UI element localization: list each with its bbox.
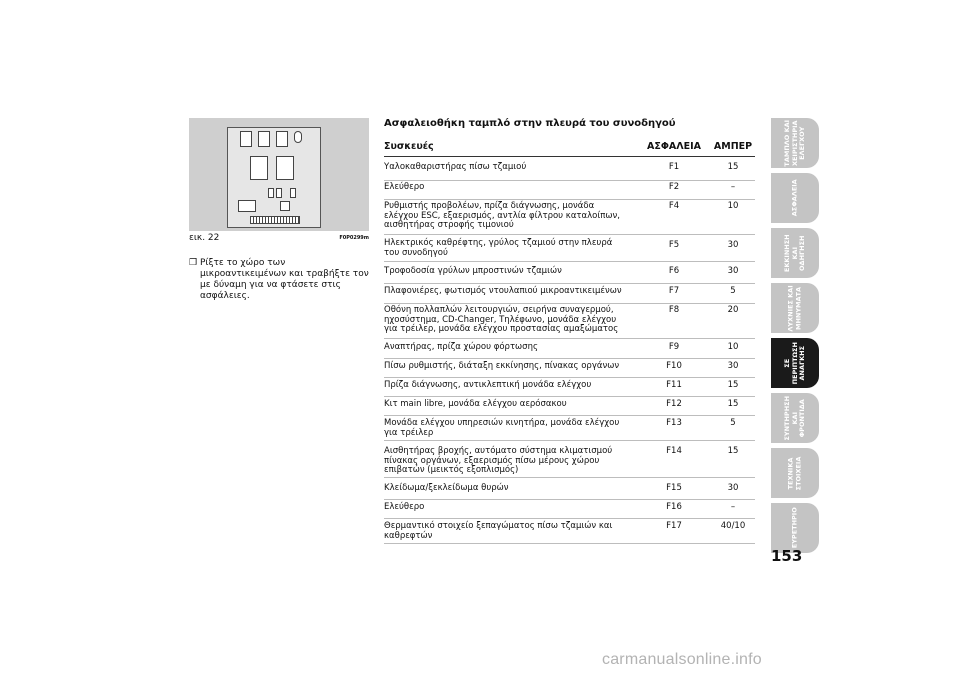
row-device: Θερμαντικό στοιχείο ξεπαγώματος πίσω τζαμιών και καθρεφτών	[384, 521, 613, 541]
section-title: Ασφαλειοθήκη ταμπλό στην πλευρά του συνοδηγού	[384, 118, 676, 129]
table-row	[384, 202, 755, 235]
row-amp: 10	[727, 342, 739, 352]
table-row	[384, 484, 755, 500]
figure-caption-label: εικ. 22	[189, 233, 220, 243]
figure-code: F0P0299m	[339, 235, 369, 241]
row-fuse: F5	[668, 240, 680, 250]
row-device: Τροφοδοσία γρύλων μπροστινών τζαμιών	[384, 266, 562, 276]
tab-label: ΣΥΝΤΗΡΗΣΗ ΚΑΙ ΦΡΟΝΤΙΔΑ	[782, 395, 806, 441]
row-fuse: F4	[668, 201, 680, 211]
tab-dashboard-controls[interactable]	[771, 118, 819, 168]
tab-safety[interactable]	[771, 173, 819, 223]
table-row	[384, 522, 755, 544]
table-row	[384, 287, 755, 304]
tab-label: ΤΑΜΠΛΟ ΚΑΙ ΧΕΙΡΙΣΤΗΡΙΑ ΕΛΕΓΧΟΥ	[782, 119, 806, 167]
row-device: Αισθητήρας βροχής, αυτόματο σύστημα κλιματισμού πίνακας οργάνων, εξαερισμός πίσω μέρους χώρου επιβατών (μεικτός εξοπλισμός)	[384, 446, 613, 475]
row-fuse: F10	[666, 361, 682, 371]
row-device: Πλαφονιέρες, φωτισμός ντουλαπιού μικροαντικειμένων	[384, 286, 622, 296]
row-device: Μονάδα ελέγχου υπηρεσιών κινητήρα, μονάδα ελέγχου για τρέιλερ	[384, 418, 620, 438]
header-device: Συσκευές	[384, 141, 434, 152]
table-row	[384, 343, 755, 359]
table-row	[384, 239, 755, 262]
row-fuse: F17	[666, 521, 682, 531]
header-amp: ΑΜΠΕΡ	[713, 141, 753, 152]
header-divider	[384, 156, 755, 157]
tab-label: ΛΥΧΝΙΕΣ ΚΑΙ ΜΗΝΥΜΑΤΑ	[786, 284, 802, 332]
row-amp: 5	[730, 418, 736, 428]
tab-label: ΕΥΡΕΤΗΡΙΟ	[790, 507, 799, 549]
tab-index[interactable]	[771, 503, 819, 553]
row-amp: 5	[730, 286, 736, 296]
tab-label: ΕΚΚΙΝΗΣΗ ΚΑΙ ΟΔΗΓΗΣΗ	[782, 234, 806, 272]
row-device: Πίσω ρυθμιστής, διάταξη εκκίνησης, πίνακας οργάνων	[384, 361, 620, 371]
page-number: 153	[771, 547, 803, 565]
row-amp: 40/10	[720, 521, 746, 531]
row-amp: 20	[727, 305, 739, 315]
table-row	[384, 183, 755, 200]
table-row	[384, 381, 755, 397]
checkbox-bullet-icon: ❒	[189, 258, 198, 268]
tab-emergency[interactable]	[771, 338, 819, 388]
table-row	[384, 362, 755, 378]
header-fuse: ΑΣΦΑΛΕΙΑ	[647, 141, 701, 152]
row-fuse: F2	[668, 182, 680, 192]
row-device: Οθόνη πολλαπλών λειτουργιών, σειρήνα συναγερμού, ηχοσύστημα, CD-Changer, Τηλέφωνο, μονάδα ελέγχου για τρέιλερ, μονάδα ελέγχου προστασίας αμαξώματος	[384, 305, 619, 334]
tab-technical-data[interactable]	[771, 448, 819, 498]
table-row	[384, 163, 755, 181]
tab-maintenance-care[interactable]	[771, 393, 819, 443]
table-row	[384, 419, 755, 441]
row-amp: –	[730, 502, 736, 512]
row-fuse: F16	[666, 502, 682, 512]
table-row	[384, 400, 755, 416]
instruction-note	[189, 258, 369, 302]
row-fuse: F14	[666, 446, 682, 456]
row-device: Ηλεκτρικός καθρέφτης, γρύλος τζαμιού στην πλευρά του συνοδηγού	[384, 238, 613, 258]
row-fuse: F12	[666, 399, 682, 409]
row-device: Ρυθμιστής προβολέων, πρίζα διάγνωσης, μονάδα ελέγχου ESC, εξαερισμός, αντλία φίλτρου καταλοίπων, αισθητήρας στροφής τιμονιού	[384, 201, 620, 230]
row-device: Ελεύθερο	[384, 502, 425, 512]
table-row	[384, 306, 755, 339]
row-amp: –	[730, 182, 736, 192]
row-amp: 30	[727, 361, 739, 371]
row-fuse: F9	[668, 342, 680, 352]
row-fuse: F15	[666, 483, 682, 493]
row-amp: 30	[727, 483, 739, 493]
tab-label: ΑΣΦΑΛΕΙΑ	[790, 179, 799, 217]
row-amp: 30	[727, 266, 739, 276]
row-fuse: F7	[668, 286, 680, 296]
row-device: Κλείδωμα/ξεκλείδωμα θυρών	[384, 483, 509, 493]
table-row	[384, 503, 755, 519]
row-device: Αναπτήρας, πρίζα χώρου φόρτωσης	[384, 342, 538, 352]
row-device: Κιτ main libre, μονάδα ελέγχου αερόσακου	[384, 399, 567, 409]
row-amp: 15	[727, 380, 739, 390]
tab-label: ΣΕ ΠΕΡΙΠΤΩΣΗ ΑΝΑΓΚΗΣ	[782, 341, 806, 385]
row-device: Πρίζα διάγνωσης, αντικλεπτική μονάδα ελέγχου	[384, 380, 592, 390]
fuse-box-illustration	[227, 127, 321, 228]
row-fuse: F11	[666, 380, 682, 390]
row-amp: 15	[727, 162, 739, 172]
row-fuse: F13	[666, 418, 682, 428]
table-row	[384, 447, 755, 478]
instruction-text: Ρίξτε το χώρο των μικροαντικειμένων και τραβήξτε τον με δύναμη για να φτάσετε στις ασφάλειες.	[200, 258, 369, 301]
row-amp: 15	[727, 399, 739, 409]
fuse-box-figure	[189, 118, 369, 231]
row-amp: 30	[727, 240, 739, 250]
row-fuse: F6	[668, 266, 680, 276]
row-fuse: F8	[668, 305, 680, 315]
row-device: Υαλοκαθαριστήρας πίσω τζαμιού	[384, 162, 527, 172]
watermark: carmanualsonline.info	[602, 651, 762, 668]
table-row	[384, 267, 755, 284]
row-device: Ελεύθερο	[384, 182, 425, 192]
tab-label: ΤΕΧΝΙΚΑ ΣΤΟΙΧΕΙΑ	[786, 456, 802, 490]
tab-lights-messages[interactable]	[771, 283, 819, 333]
row-amp: 15	[727, 446, 739, 456]
tab-starting-driving[interactable]	[771, 228, 819, 278]
row-amp: 10	[727, 201, 739, 211]
figure-caption	[189, 233, 369, 245]
row-fuse: F1	[668, 162, 680, 172]
